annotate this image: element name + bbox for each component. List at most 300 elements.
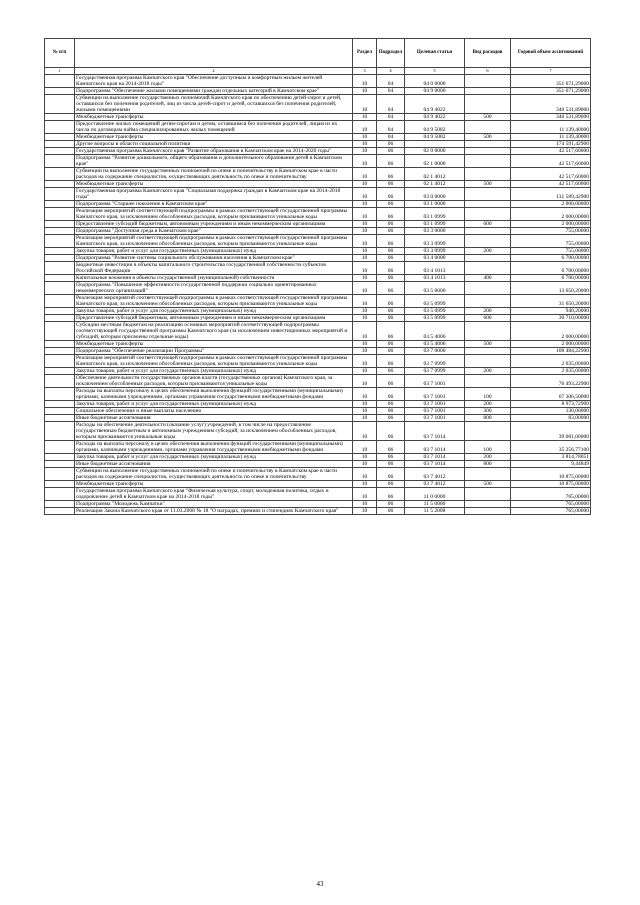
cell-expense-type (465, 228, 511, 235)
cell-target-article: 04 9 4022 (405, 114, 465, 121)
cell-num (45, 341, 75, 348)
cell-name: Субвенции на выполнение государственных полномочий по опеке и попечительству в Камчатском крае в части расходов на содержание специалистов, осуществляющих деятельность по опеке и попечительству (75, 468, 353, 481)
cell-amount: 10 875,00000 (511, 468, 591, 481)
table-row (45, 295, 591, 308)
table-row (45, 348, 591, 355)
cell-razdel: 10 (353, 322, 377, 341)
cell-podrazdel: 06 (377, 208, 405, 221)
cell-num (45, 488, 75, 501)
cell-num (45, 282, 75, 295)
cell-target-article: 03 5 0999 (405, 308, 465, 315)
cell-razdel: 10 (353, 468, 377, 481)
table-row (45, 255, 591, 262)
cell-target-article: 03 1 0999 (405, 208, 465, 221)
cell-name: Расходы на выплаты персоналу в целях обеспечения выполнения функций государственными (муниципальными) органами, казенными учреждениями, органами управления государственными внебюджетными фондами (75, 441, 353, 454)
cell-num (45, 148, 75, 155)
cell-name: Межбюджетные трансферты (75, 114, 353, 121)
cell-podrazdel: 06 (377, 262, 405, 275)
cell-name: Государственная программа Камчатского края "Развитие образования в Камчатском крае на 2014-2020 годы" (75, 148, 353, 155)
cell-expense-type: 500 (465, 134, 511, 141)
cell-name: Государственная программа Камчатского края "Социальная поддержка граждан в Камчатском крае на 2014-2018 годы" (75, 188, 353, 201)
cell-target-article: 03 7 0999 (405, 368, 465, 375)
table-row (45, 221, 591, 228)
cell-name: Подпрограмма "Обеспечение жилыми помещениями граждан отдельных категорий в Камчатском крае" (75, 88, 353, 95)
cell-name: Подпрограмма "Развитие системы социального обслуживания населения в Камчатском крае" (75, 255, 353, 262)
cell-num (45, 114, 75, 121)
cell-razdel: 10 (353, 401, 377, 408)
table-row (45, 201, 591, 208)
cell-target-article: 03 0 0000 (405, 188, 465, 201)
cell-amount: 6 700,00000 (511, 262, 591, 275)
cell-target-article: 02 1 4012 (405, 168, 465, 181)
cell-amount: 3 814,78051 (511, 454, 591, 461)
cell-name: Предоставление жилых помещений детям-сиротам и детям, оставшимся без попечения родителей, лицам из их числа по договорам найма специализированных жилых помещений (75, 121, 353, 134)
cell-podrazdel: 06 (377, 468, 405, 481)
cell-expense-type: 300 (465, 408, 511, 415)
cell-expense-type (465, 95, 511, 114)
cell-target-article: 04 9 5082 (405, 121, 465, 134)
cell-amount: 340 531,89000 (511, 95, 591, 114)
cell-expense-type (465, 155, 511, 168)
cell-num (45, 375, 75, 388)
cell-expense-type (465, 422, 511, 441)
cell-razdel: 10 (353, 248, 377, 255)
cell-podrazdel: 06 (377, 355, 405, 368)
cell-name: Расходы на обеспечение деятельности (оказание услуг) учреждений, в том числе на предоставление государственным бюджетным и автономным учреждениям субсидий, за исключением обособленных расходов, которым присваиваются уникальные коды (75, 422, 353, 441)
cell-razdel: 10 (353, 355, 377, 368)
cell-num (45, 308, 75, 315)
cell-expense-type: 100 (465, 441, 511, 454)
cell-target-article: 11 0 0000 (405, 488, 465, 501)
table-row (45, 121, 591, 134)
cell-amount: 130,00000 (511, 408, 591, 415)
column-number-row (45, 68, 591, 75)
cell-amount: 42 517,60000 (511, 181, 591, 188)
cell-amount: 765,00000 (511, 508, 591, 515)
cell-razdel: 10 (353, 88, 377, 95)
cell-amount: 755,00000 (511, 248, 591, 255)
cell-target-article: 03 5 0000 (405, 282, 465, 295)
cell-amount: 39 081,00000 (511, 422, 591, 441)
column-number: 3 (353, 68, 377, 75)
cell-target-article: 03 7 1014 (405, 461, 465, 468)
cell-amount: 351 671,29000 (511, 75, 591, 88)
cell-num (45, 461, 75, 468)
table-row (45, 441, 591, 454)
cell-name: Межбюджетные трансферты (75, 341, 353, 348)
cell-podrazdel: 06 (377, 275, 405, 282)
cell-razdel: 10 (353, 155, 377, 168)
cell-podrazdel: 06 (377, 308, 405, 315)
cell-num (45, 355, 75, 368)
table-row (45, 114, 591, 121)
table-row (45, 188, 591, 201)
cell-podrazdel: 06 (377, 341, 405, 348)
cell-name: Подпрограмма "Доступная среда в Камчатском крае" (75, 228, 353, 235)
cell-name: Межбюджетные трансферты (75, 481, 353, 488)
cell-amount: 31 650,20000 (511, 295, 591, 308)
table-header-row (45, 39, 591, 68)
cell-target-article: 11 5 2008 (405, 508, 465, 515)
cell-podrazdel: 06 (377, 295, 405, 308)
cell-podrazdel: 06 (377, 501, 405, 508)
cell-name: Предоставление субсидий бюджетным, автономным учреждениям и иным некоммерческим организациям (75, 315, 353, 322)
cell-expense-type: 500 (465, 114, 511, 121)
cell-podrazdel: 06 (377, 255, 405, 262)
table-row (45, 228, 591, 235)
cell-expense-type (465, 322, 511, 341)
cell-razdel: 10 (353, 201, 377, 208)
cell-target-article: 03 7 1001 (405, 375, 465, 388)
cell-razdel: 10 (353, 348, 377, 355)
cell-amount: 6 700,00000 (511, 275, 591, 282)
cell-amount: 340 531,89000 (511, 114, 591, 121)
cell-num (45, 235, 75, 248)
column-number: 7 (511, 68, 591, 75)
cell-expense-type: 400 (465, 275, 511, 282)
cell-num (45, 255, 75, 262)
cell-amount: 755,00000 (511, 228, 591, 235)
cell-amount: 30 710,00000 (511, 315, 591, 322)
cell-amount: 76 493,22900 (511, 375, 591, 388)
cell-podrazdel: 04 (377, 75, 405, 88)
cell-num (45, 228, 75, 235)
cell-expense-type (465, 148, 511, 155)
table-row (45, 481, 591, 488)
cell-num (45, 221, 75, 228)
cell-razdel: 10 (353, 228, 377, 235)
column-number: 1 (45, 68, 75, 75)
cell-num (45, 441, 75, 454)
cell-razdel: 10 (353, 262, 377, 275)
table-row (45, 501, 591, 508)
cell-podrazdel: 06 (377, 322, 405, 341)
table-row (45, 181, 591, 188)
cell-amount: 2 000,00000 (511, 322, 591, 341)
cell-amount: 11 139,40000 (511, 121, 591, 134)
cell-podrazdel: 06 (377, 201, 405, 208)
cell-expense-type (465, 375, 511, 388)
cell-name: Бюджетные инвестиции в объекты капитального строительства государственной собственности субъектов Российской Федерации (75, 262, 353, 275)
cell-target-article: 03 7 1001 (405, 401, 465, 408)
cell-razdel: 10 (353, 208, 377, 221)
cell-amount: 2 000,00000 (511, 201, 591, 208)
budget-table (44, 38, 591, 515)
cell-amount: 108 484,22900 (511, 348, 591, 355)
cell-target-article: 03 7 0000 (405, 348, 465, 355)
cell-name: Социальное обеспечение и иные выплаты населению (75, 408, 353, 415)
cell-razdel: 10 (353, 501, 377, 508)
cell-target-article (405, 141, 465, 148)
cell-target-article: 02 1 4012 (405, 181, 465, 188)
cell-num (45, 75, 75, 88)
cell-expense-type (465, 282, 511, 295)
cell-razdel: 10 (353, 168, 377, 181)
cell-razdel: 10 (353, 95, 377, 114)
table-row (45, 322, 591, 341)
cell-razdel: 10 (353, 134, 377, 141)
cell-expense-type (465, 75, 511, 88)
cell-podrazdel: 06 (377, 461, 405, 468)
table-row (45, 141, 591, 148)
cell-razdel: 10 (353, 295, 377, 308)
table-row (45, 454, 591, 461)
table-row (45, 355, 591, 368)
cell-num (45, 121, 75, 134)
cell-podrazdel: 06 (377, 235, 405, 248)
cell-razdel: 10 (353, 114, 377, 121)
cell-razdel: 10 (353, 188, 377, 201)
cell-razdel: 10 (353, 422, 377, 441)
cell-target-article: 03 7 1001 (405, 388, 465, 401)
cell-expense-type: 200 (465, 401, 511, 408)
cell-name: Реализация мероприятий соответствующей подпрограммы в рамках соответствующей государственной программы Камчатского края, за исключением обособленных расходов, которым присваиваются уникальные коды (75, 208, 353, 221)
cell-podrazdel: 06 (377, 488, 405, 501)
cell-target-article: 04 9 4022 (405, 95, 465, 114)
cell-razdel: 10 (353, 308, 377, 315)
cell-num (45, 188, 75, 201)
cell-num (45, 155, 75, 168)
cell-num (45, 248, 75, 255)
table-row (45, 308, 591, 315)
table-row (45, 282, 591, 295)
cell-expense-type: 500 (465, 481, 511, 488)
cell-name: Закупка товаров, работ и услуг для государственных (муниципальных) нужд (75, 368, 353, 375)
cell-podrazdel: 06 (377, 141, 405, 148)
cell-target-article: 03 5 0999 (405, 315, 465, 322)
cell-amount: 13 650,20000 (511, 282, 591, 295)
cell-expense-type (465, 201, 511, 208)
cell-name: Обеспечение деятельности государственных органов власти (государственных органов) Камчатского края, за исключением обособленных расходов, которым присваиваются уникальные коды (75, 375, 353, 388)
cell-amount: 2 000,00000 (511, 341, 591, 348)
cell-num (45, 468, 75, 481)
cell-podrazdel: 04 (377, 95, 405, 114)
table-row (45, 415, 591, 422)
cell-podrazdel: 06 (377, 348, 405, 355)
table-row (45, 368, 591, 375)
table-row (45, 75, 591, 88)
cell-name: Иные бюджетные ассигнования (75, 415, 353, 422)
cell-name: Подпрограмма "Молодежь Камчатки" (75, 501, 353, 508)
cell-podrazdel: 06 (377, 508, 405, 515)
table-row (45, 375, 591, 388)
header-num: № п/п (45, 39, 75, 68)
header-target-article: Целевая статья (405, 39, 465, 68)
header-expense-type: Вид расходов (465, 39, 511, 68)
cell-expense-type: 200 (465, 248, 511, 255)
cell-num (45, 508, 75, 515)
cell-expense-type (465, 501, 511, 508)
cell-razdel: 10 (353, 368, 377, 375)
cell-amount: 9,44849 (511, 461, 591, 468)
header-name (75, 39, 353, 68)
cell-razdel: 10 (353, 454, 377, 461)
table-row (45, 275, 591, 282)
table-row (45, 148, 591, 155)
cell-podrazdel: 06 (377, 148, 405, 155)
table-row (45, 155, 591, 168)
cell-num (45, 134, 75, 141)
cell-num (45, 208, 75, 221)
cell-target-article: 03 3 0999 (405, 248, 465, 255)
table-row (45, 408, 591, 415)
cell-expense-type: 800 (465, 415, 511, 422)
cell-podrazdel: 06 (377, 168, 405, 181)
cell-target-article: 02 1 0000 (405, 155, 465, 168)
cell-amount: 42 517,60000 (511, 148, 591, 155)
cell-name: Подпрограмма "Старшее поколение в Камчатском крае" (75, 201, 353, 208)
table-row (45, 248, 591, 255)
cell-podrazdel: 06 (377, 454, 405, 461)
cell-amount: 765,00000 (511, 501, 591, 508)
cell-target-article: 03 7 1014 (405, 441, 465, 454)
cell-name: Субвенции на выполнение государственных полномочий Камчатского края по обеспечению детей-сирот и детей, оставшихся без попечения родителей, лиц из числа детей-сирот и детей, оставшихся без попечения родителей, жилыми помещениями (75, 95, 353, 114)
cell-razdel: 10 (353, 121, 377, 134)
cell-razdel: 10 (353, 221, 377, 228)
cell-name: Подпрограмма "Развитие дошкольного, общего образования и дополнительного образования детей в Камчатском крае" (75, 155, 353, 168)
column-number: 5 (405, 68, 465, 75)
cell-expense-type: 600 (465, 221, 511, 228)
cell-expense-type: 200 (465, 368, 511, 375)
cell-name: Закупка товаров, работ и услуг для государственных (муниципальных) нужд (75, 248, 353, 255)
cell-expense-type (465, 121, 511, 134)
cell-num (45, 88, 75, 95)
table-row (45, 468, 591, 481)
cell-expense-type: 500 (465, 181, 511, 188)
cell-podrazdel: 06 (377, 188, 405, 201)
cell-num (45, 408, 75, 415)
cell-razdel: 10 (353, 315, 377, 322)
table-row (45, 95, 591, 114)
cell-podrazdel: 06 (377, 221, 405, 228)
cell-name: Предоставление субсидий бюджетным, автономным учреждениям и иным некоммерческим организациям (75, 221, 353, 228)
cell-amount: 131 589,42900 (511, 188, 591, 201)
cell-target-article: 03 1 0999 (405, 221, 465, 228)
cell-podrazdel: 04 (377, 114, 405, 121)
cell-razdel: 10 (353, 388, 377, 401)
budget-document (44, 38, 590, 515)
cell-expense-type (465, 208, 511, 221)
cell-num (45, 322, 75, 341)
cell-name: Расходы на выплаты персоналу в целях обеспечения выполнения функций государственными (муниципальными) органами, казенными учреждениями, органами управления государственными внебюджетными фондами (75, 388, 353, 401)
page-number: 43 (316, 880, 324, 888)
table-row (45, 262, 591, 275)
cell-podrazdel: 06 (377, 181, 405, 188)
table-row (45, 168, 591, 181)
cell-expense-type (465, 355, 511, 368)
header-razdel: Раздел (353, 39, 377, 68)
cell-target-article: 03 5 0999 (405, 295, 465, 308)
cell-target-article: 03 3 0000 (405, 228, 465, 235)
cell-expense-type (465, 168, 511, 181)
cell-amount: 35 256,77100 (511, 441, 591, 454)
cell-razdel: 10 (353, 481, 377, 488)
table-row (45, 235, 591, 248)
column-number: 2 (75, 68, 353, 75)
cell-name: Реализация Закона Камчатского края от 11.03.2008 № 18 "О наградах, премиях и стипендиях Камчатского края" (75, 508, 353, 515)
cell-razdel: 10 (353, 488, 377, 501)
cell-amount: 765,00000 (511, 488, 591, 501)
table-row (45, 88, 591, 95)
cell-amount: 6 700,00000 (511, 255, 591, 262)
cell-expense-type (465, 141, 511, 148)
cell-target-article: 04 9 5082 (405, 134, 465, 141)
cell-amount: 2 000,00000 (511, 208, 591, 221)
table-row (45, 401, 591, 408)
cell-target-article: 04 9 0000 (405, 88, 465, 95)
cell-target-article: 03 4 1013 (405, 262, 465, 275)
cell-razdel: 10 (353, 508, 377, 515)
table-row (45, 341, 591, 348)
cell-expense-type (465, 88, 511, 95)
cell-amount: 351 671,29000 (511, 88, 591, 95)
cell-target-article: 03 7 1001 (405, 415, 465, 422)
cell-name: Межбюджетные трансферты (75, 181, 353, 188)
cell-name: Реализация мероприятий соответствующей подпрограммы в рамках соответствующей государственной программы Камчатского края, за исключением обособленных расходов, которым присваиваются уникальные коды (75, 355, 353, 368)
cell-amount: 67 306,50000 (511, 388, 591, 401)
cell-target-article: 03 5 4006 (405, 341, 465, 348)
cell-podrazdel: 04 (377, 88, 405, 95)
cell-num (45, 295, 75, 308)
cell-name: Иные бюджетные ассигнования (75, 461, 353, 468)
cell-amount: 42 517,60000 (511, 168, 591, 181)
cell-expense-type (465, 235, 511, 248)
cell-razdel: 10 (353, 408, 377, 415)
cell-num (45, 315, 75, 322)
cell-expense-type: 100 (465, 388, 511, 401)
cell-podrazdel: 04 (377, 121, 405, 134)
cell-expense-type (465, 348, 511, 355)
cell-target-article: 02 0 0000 (405, 148, 465, 155)
cell-podrazdel: 06 (377, 401, 405, 408)
table-row (45, 508, 591, 515)
cell-name: Государственная программа Камчатского края "Физическая культура, спорт, молодежная политика, отдых и оздоровление детей в Камчатском крае на 2014-2018 годы" (75, 488, 353, 501)
table-row (45, 461, 591, 468)
cell-razdel: 10 (353, 275, 377, 282)
cell-num (45, 168, 75, 181)
table-row (45, 388, 591, 401)
cell-name: Реализация мероприятий соответствующей подпрограммы в рамках соответствующей государственной программы Камчатского края, за исключением обособленных расходов, которым присваиваются уникальные коды (75, 295, 353, 308)
cell-num (45, 401, 75, 408)
cell-amount: 42 517,60000 (511, 155, 591, 168)
cell-name: Реализация мероприятий соответствующей подпрограммы в рамках соответствующей государственной программы Камчатского края, за исключением обособленных расходов, которым присваиваются уникальные коды (75, 235, 353, 248)
cell-razdel: 10 (353, 181, 377, 188)
cell-num (45, 481, 75, 488)
cell-target-article: 03 7 1001 (405, 408, 465, 415)
cell-target-article: 03 4 0000 (405, 255, 465, 262)
cell-podrazdel: 06 (377, 388, 405, 401)
cell-num (45, 348, 75, 355)
cell-num (45, 388, 75, 401)
cell-amount: 8 973,72900 (511, 401, 591, 408)
cell-razdel: 10 (353, 441, 377, 454)
cell-amount: 83,00000 (511, 415, 591, 422)
cell-target-article: 03 7 0999 (405, 355, 465, 368)
cell-amount: 755,00000 (511, 235, 591, 248)
cell-expense-type (465, 188, 511, 201)
cell-podrazdel: 06 (377, 408, 405, 415)
cell-podrazdel: 06 (377, 481, 405, 488)
cell-name: Подпрограмма "Повышение эффективности государственной поддержки социально ориентированных некоммерческих организаций" (75, 282, 353, 295)
cell-expense-type: 600 (465, 315, 511, 322)
cell-target-article: 03 7 4012 (405, 481, 465, 488)
cell-expense-type: 200 (465, 308, 511, 315)
cell-target-article: 03 7 1014 (405, 454, 465, 461)
cell-target-article: 03 7 1014 (405, 422, 465, 441)
cell-razdel: 10 (353, 282, 377, 295)
cell-podrazdel: 06 (377, 441, 405, 454)
cell-name: Другие вопросы в области социальной политики (75, 141, 353, 148)
